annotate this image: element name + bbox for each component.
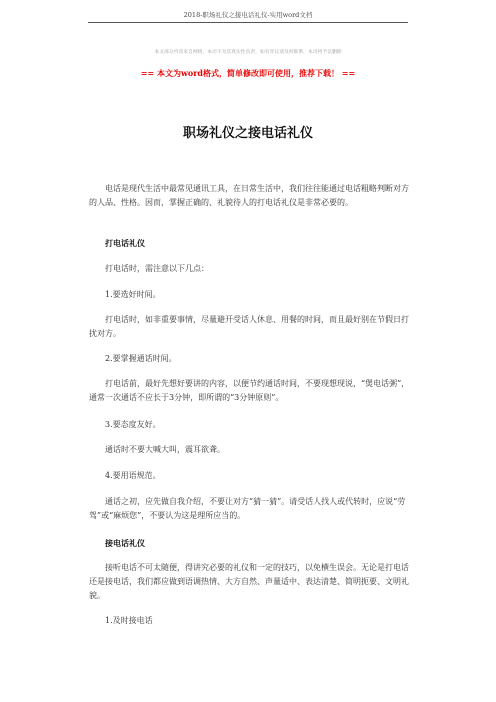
paragraph: 通话时不要大喊大叫，震耳欲聋。 xyxy=(105,445,225,454)
paragraph: 打电话时，需注意以下几点： xyxy=(105,264,209,273)
running-header: 2018-职场礼仪之接电话礼仪-实用word文档 xyxy=(183,11,313,19)
promo-banner: == 本文为word格式，简单修改即可使用，推荐下载！ == xyxy=(140,68,356,78)
paragraph: 打电话时，如非重要事情，尽量避开受话人休息、用餐的时间，而且最好别在节假日打扰对方。 xyxy=(89,315,409,338)
section-heading-call: 打电话礼仪 xyxy=(105,238,145,248)
intro-paragraph: 电话是现代生活中最常见通讯工具，在日常生活中，我们往往能通过电话粗略判断对方的人品、性格。因而，掌握正确的、礼貌待人的打电话礼仪是非常必要的。 xyxy=(89,184,409,207)
header-rule xyxy=(88,22,408,23)
paragraph: 通话之初，应先做自我介绍，不要让对方“猜一猜”。请受话人找人或代转时，应说“劳驾”或“麻烦您”，不要认为这是理所应当的。 xyxy=(89,497,406,520)
list-item-heading: 3.要态度友好。 xyxy=(105,420,161,429)
list-item-heading: 4.要用语规范。 xyxy=(105,471,161,480)
list-item-heading: 1.要选好时间。 xyxy=(105,290,161,299)
section-heading-answer: 接电话礼仪 xyxy=(105,538,145,548)
list-item-heading: 1.及时接电话 xyxy=(105,616,153,625)
list-item-heading: 2.要掌握通话时间。 xyxy=(105,354,177,363)
paragraph: 打电话前，最好先想好要讲的内容，以便节约通话时间，不要现想现说，“煲电话粥”，通常一次通话不应长于3分钟，即所谓的“3分钟原则”。 xyxy=(89,379,410,402)
document-title: 职场礼仪之接电话礼仪 xyxy=(182,126,313,141)
paragraph: 接听电话不可太随便，得讲究必要的礼仪和一定的技巧，以免横生误会。无论是打电话还是接电话，我们都应做到语调热情、大方自然、声量适中、表达清楚、简明扼要、文明礼貌。 xyxy=(89,563,409,600)
disclaimer-text: 本文部分内容来自网络，本司不为其真实性负责，如有异议请及时联系，本司将予以删除 xyxy=(154,50,342,55)
